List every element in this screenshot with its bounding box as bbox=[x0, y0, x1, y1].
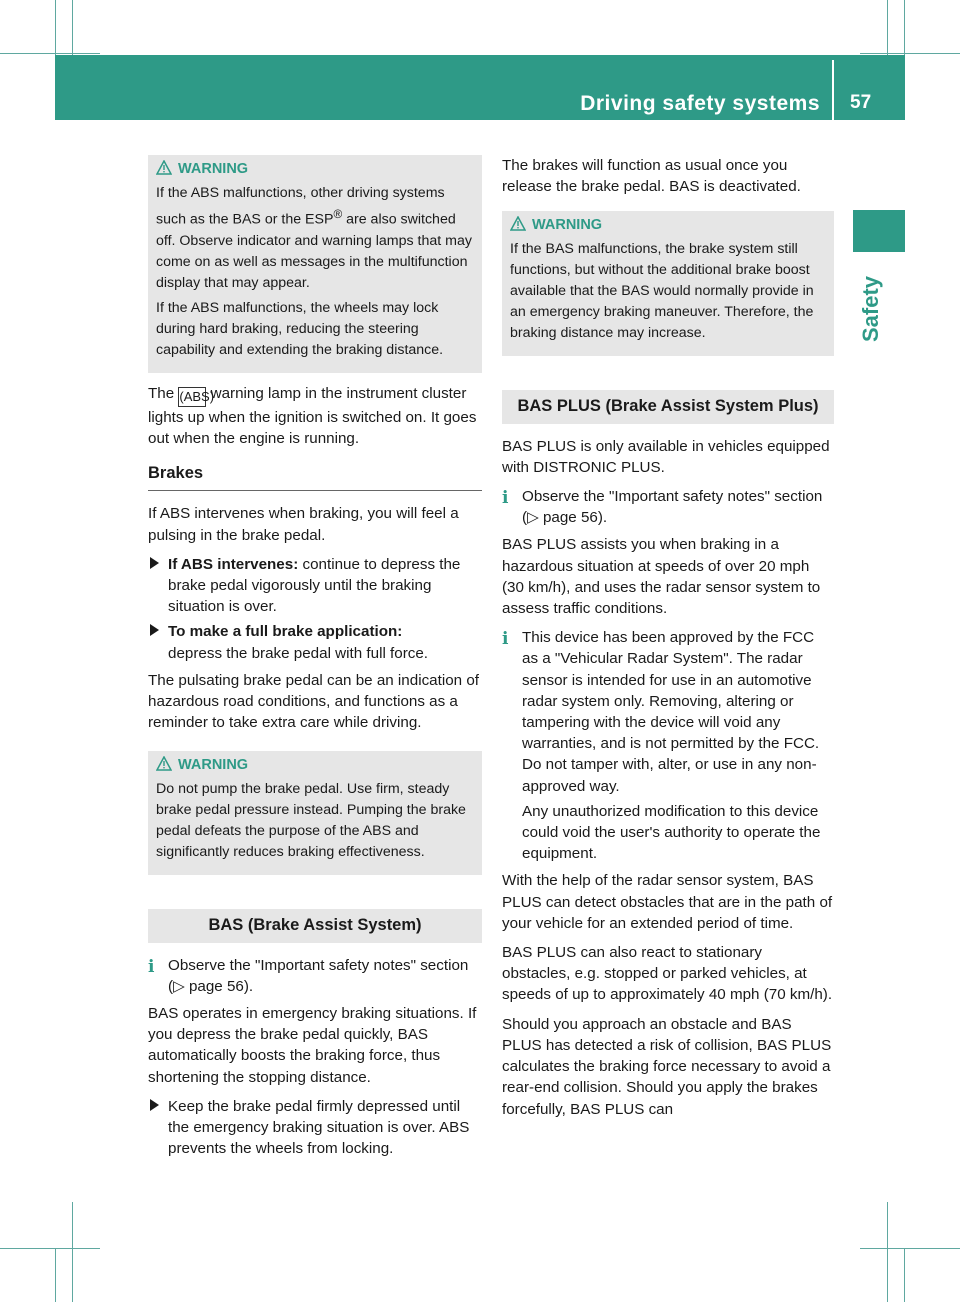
right-column bbox=[502, 155, 834, 1128]
crop-mark bbox=[860, 53, 960, 54]
paragraph: BAS operates in emergency braking situations. If you depress the brake pedal quickly, BAS automatically boosts the braking force, thus shortening the stopping distance. bbox=[148, 1004, 477, 1086]
warning-triangle-icon bbox=[510, 216, 526, 238]
paragraph: With the help of the radar sensor system, BAS PLUS can detect obstacles that are in the path of your vehicle for an extended period of time. bbox=[502, 872, 833, 932]
text: warning lamp in the instrument cluster lights up when the ignition is switched on. It goes out when the engine is running. bbox=[148, 384, 477, 447]
crop-mark bbox=[72, 1202, 73, 1302]
crop-mark bbox=[55, 1248, 56, 1302]
bullet-bold: To make a full brake application: bbox=[168, 623, 403, 641]
page-ref-arrow-icon: ▷ bbox=[527, 509, 539, 527]
page-reference-link[interactable]: page 56). bbox=[184, 977, 254, 995]
warning-text-part: are also switched off. Observe indicator and warning lamps that may come on as well as messages in the multifunction display that may appear. bbox=[156, 211, 472, 291]
registered-mark: ® bbox=[333, 207, 343, 221]
list-item bbox=[148, 621, 482, 663]
arrow-bullet-icon bbox=[150, 1099, 159, 1111]
paragraph: If ABS intervenes when braking, you will feel a pulsing in the brake pedal. bbox=[148, 505, 459, 544]
text: Observe the "Important safety notes" section ( bbox=[522, 488, 823, 527]
arrow-bullet-icon bbox=[150, 624, 159, 636]
crop-mark bbox=[904, 0, 905, 55]
warning-title bbox=[156, 159, 474, 180]
list-item bbox=[148, 554, 482, 618]
page-reference-link[interactable]: page 56). bbox=[538, 509, 608, 527]
warning-title bbox=[510, 215, 826, 236]
crop-mark bbox=[860, 1248, 960, 1249]
warning-title-text: WARNING bbox=[532, 217, 603, 234]
warning-text-part: If the ABS malfunctions, other driving systems such as the BAS or the ESP bbox=[156, 185, 445, 228]
warning-box bbox=[148, 155, 482, 373]
section-heading-box: BAS (Brake Assist System) bbox=[148, 909, 482, 942]
crop-mark bbox=[0, 53, 100, 54]
paragraph: BAS PLUS can also react to stationary obstacles, e.g. stopped or parked vehicles, at speeds of up to approximately 40 mph (70 km/h). bbox=[502, 944, 833, 1004]
warning-triangle-icon bbox=[156, 756, 172, 778]
warning-title-text: WARNING bbox=[178, 161, 249, 177]
page-number: 57 bbox=[850, 92, 872, 113]
section-heading-box: BAS PLUS (Brake Assist System Plus) bbox=[502, 390, 834, 423]
crop-mark bbox=[55, 0, 56, 55]
section-heading: Brakes bbox=[148, 463, 482, 491]
warning-text: Do not pump the brake pedal. Use firm, steady brake pedal pressure instead. Pumping the brake pedal defeats the purpose of the ABS and significantly reduces braking effectiveness. bbox=[156, 781, 466, 861]
warning-text: If the ABS malfunctions, the wheels may lock during hard braking, reducing the steering capability and extending the braking distance. bbox=[156, 299, 444, 358]
text: The bbox=[148, 384, 179, 402]
paragraph: The brakes will function as usual once you release the brake pedal. BAS is deactivated. bbox=[502, 157, 801, 196]
info-icon: i bbox=[502, 629, 509, 650]
info-icon: i bbox=[502, 488, 509, 509]
info-note bbox=[148, 955, 482, 997]
info-text bbox=[522, 486, 834, 528]
info-note bbox=[502, 486, 834, 528]
crop-mark bbox=[904, 1248, 905, 1302]
arrow-bullet-icon bbox=[150, 557, 159, 569]
page-ref-arrow-icon: ▷ bbox=[173, 977, 185, 995]
abs-warning-lamp-icon: (ABS) bbox=[178, 387, 206, 407]
warning-text: If the BAS malfunctions, the brake system still functions, but without the additional brake boost available that the BAS would normally provide in an emergency braking maneuver. Therefore, the braking distance may increase. bbox=[510, 241, 814, 342]
text: Observe the "Important safety notes" section ( bbox=[168, 956, 469, 995]
info-text: Any unauthorized modification to this device could void the user's authority to operate the equipment. bbox=[522, 802, 821, 863]
paragraph bbox=[148, 383, 482, 449]
info-text: This device has been approved by the FCC as a "Vehicular Radar System". The radar sensor is intended for use in an automotive radar system only. Removing, altering or tampering with the device will void any warranties, and is not permitted by the FCC. Do not tamper with, alter, or use in any non-approved way. bbox=[522, 629, 820, 795]
bullet-text: depress the brake pedal with full force. bbox=[168, 644, 429, 662]
warning-triangle-icon bbox=[156, 160, 172, 182]
paragraph: Should you approach an obstacle and BAS PLUS has detected a risk of collision, BAS PLUS calculates the braking force necessary to avoid a rear-end collision. Should you apply the brakes forcefully, BAS PLUS can bbox=[502, 1015, 832, 1118]
bullet-text: Keep the brake pedal firmly depressed until the emergency braking situation is over. ABS prevents the wheels from locking. bbox=[168, 1097, 470, 1158]
bullet-bold: If ABS intervenes: bbox=[168, 555, 299, 573]
crop-mark bbox=[0, 1248, 100, 1249]
info-text bbox=[168, 955, 482, 997]
warning-title bbox=[156, 755, 474, 776]
info-icon: i bbox=[148, 956, 155, 977]
warning-title-text: WARNING bbox=[178, 757, 249, 774]
left-column bbox=[148, 155, 482, 1163]
warning-text bbox=[156, 183, 474, 294]
paragraph: The pulsating brake pedal can be an indication of hazardous road conditions, and functions as a reminder to take extra care while driving. bbox=[148, 671, 479, 732]
section-title: Driving safety systems bbox=[580, 92, 820, 115]
warning-box bbox=[502, 211, 834, 356]
paragraph: BAS PLUS assists you when braking in a hazardous situation at speeds of over 20 mph (30 km/h), and uses the radar sensor system to assess traffic conditions. bbox=[502, 536, 821, 618]
header-divider bbox=[832, 60, 834, 120]
warning-box bbox=[148, 751, 482, 875]
crop-mark bbox=[887, 1202, 888, 1302]
bullet-text: continue to depress the brake pedal vigorously until the braking situation is over. bbox=[168, 555, 461, 616]
info-note bbox=[502, 627, 834, 864]
chapter-tab-marker bbox=[853, 210, 905, 252]
paragraph: BAS PLUS is only available in vehicles equipped with DISTRONIC PLUS. bbox=[502, 437, 830, 476]
chapter-tab-label: Safety bbox=[858, 275, 883, 342]
list-item bbox=[148, 1096, 482, 1160]
